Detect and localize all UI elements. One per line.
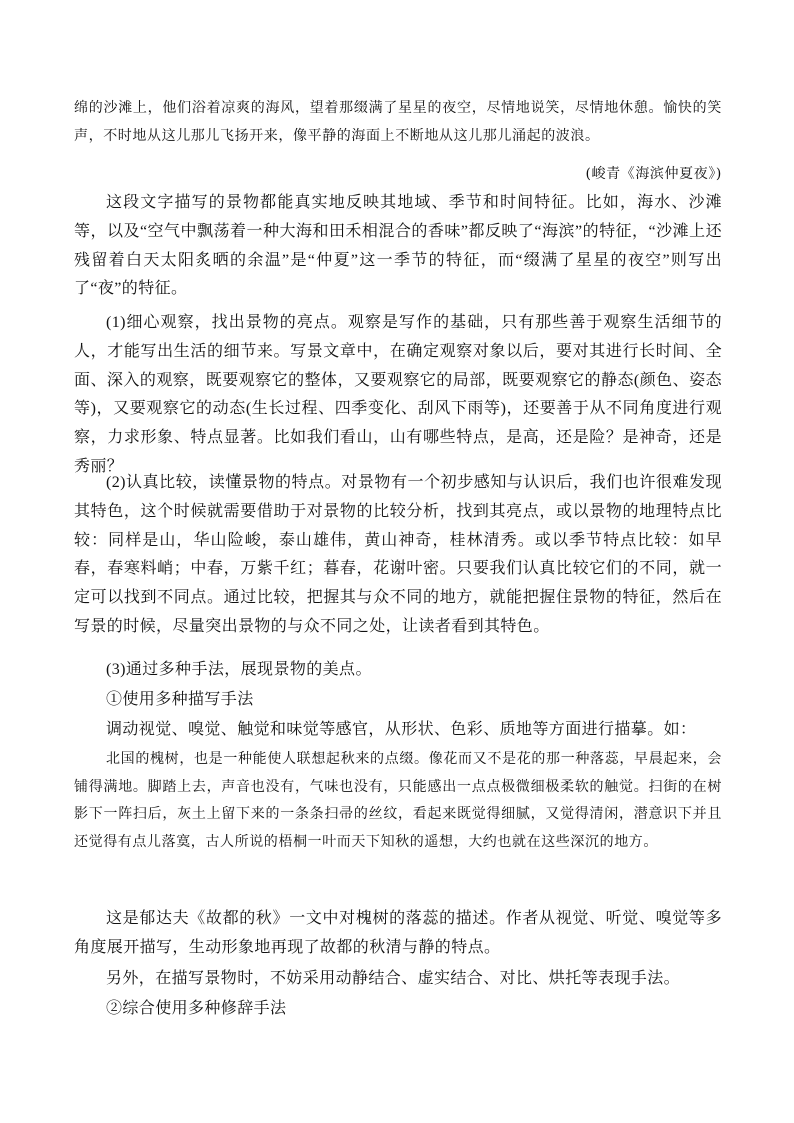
body-paragraph-techniques: 另外，在描写景物时，不妨采用动静结合、虚实结合、对比、烘托等表现手法。 bbox=[106, 970, 681, 987]
body-paragraph-gudu-analysis: 这是郁达夫《故都的秋》一文中对槐树的落蕊的描述。作者从视觉、听觉、嗅觉等多角度展开描写，生动形象地再现了故都的秋清与静的特点。 bbox=[74, 910, 722, 956]
excerpt-text-haibin: 绵的沙滩上，他们浴着凉爽的海风，望着那缀满了星星的夜空，尽情地说笑，尽情地休憩。愉快的笑声，不时地从这儿那儿飞扬开来，像平静的海面上不断地从这儿那儿涌起的波浪。 bbox=[74, 100, 722, 144]
subheading-rhetoric: ②综合使用多种修辞手法 bbox=[106, 1000, 287, 1017]
excerpt-text-gudu: 北国的槐树，也是一种能使人联想起秋来的点缀。像花而又不是花的那一种落蕊，早晨起来，会铺得满地。脚踏上去，声音也没有，气味也没有，只能感出一点点极微细极柔软的触觉。扫街的在树影下一阵扫后，灰土上留下来的一条条扫帚的丝纹，看起来既觉得细腻，又觉得清闲，潜意识下并且还觉得有点儿落寞，古人所说的梧桐一叶而天下知秋的遥想，大约也就在这些深沉的地方。 bbox=[74, 751, 722, 850]
subheading-description: ①使用多种描写手法 bbox=[106, 691, 254, 708]
body-paragraph-senses: 调动视觉、嗅觉、触觉和味觉等感官，从形状、色彩、质地等方面进行描摹。如： bbox=[106, 721, 697, 738]
excerpt-source: (峻青《海滨仲夏夜》) bbox=[585, 166, 722, 182]
body-paragraph-methods: (3)通过多种手法，展现景物的美点。 bbox=[106, 661, 372, 678]
body-paragraph-observe: (1)细心观察，找出景物的亮点。观察是写作的基础，只有那些善于观察生活细节的人，才能写出生活的细节来。写景文章中，在确定观察对象以后，要对其进行长时间、全面、深入的观察，既要观察它的整体，又要观察它的局部，既要观察它的静态(颜色、姿态等)，又要观察它的动态(生长过程、四季变化、刮风下雨等)，还要善于从不同角度进行观察，力求形象、特点显著。比如我们看山，山有哪些特点，是高，还是险？是神奇，还是秀丽？ bbox=[74, 314, 722, 475]
body-paragraph-analysis: 这段文字描写的景物都能真实地反映其地域、季节和时间特征。比如，海水、沙滩等，以及“空气中飘荡着一种大海和田禾相混合的香味”都反映了“海滨”的特征，“沙滩上还残留着白天太阳炙晒的余温”是“仲夏”这一季节的特征，而“缀满了星星的夜空”则写出了“夜”的特征。 bbox=[74, 194, 722, 298]
body-paragraph-compare: (2)认真比较，读懂景物的特点。对景物有一个初步感知与认识后，我们也许很难发现其特色，这个时候就需要借助于对景物的比较分析，找到其亮点，或以景物的地理特点比较：同样是山，华山险峻，泰山雄伟，黄山神奇，桂林清秀。或以季节特点比较：如早春，春寒料峭；中春，万紫千红；暮春，花谢叶密。只要我们认真比较它们的不同，就一定可以找到不同点。通过比较，把握其与众不同的地方，就能把握住景物的特征，然后在写景的时候，尽量突出景物的与众不同之处，让读者看到其特色。 bbox=[74, 474, 722, 635]
